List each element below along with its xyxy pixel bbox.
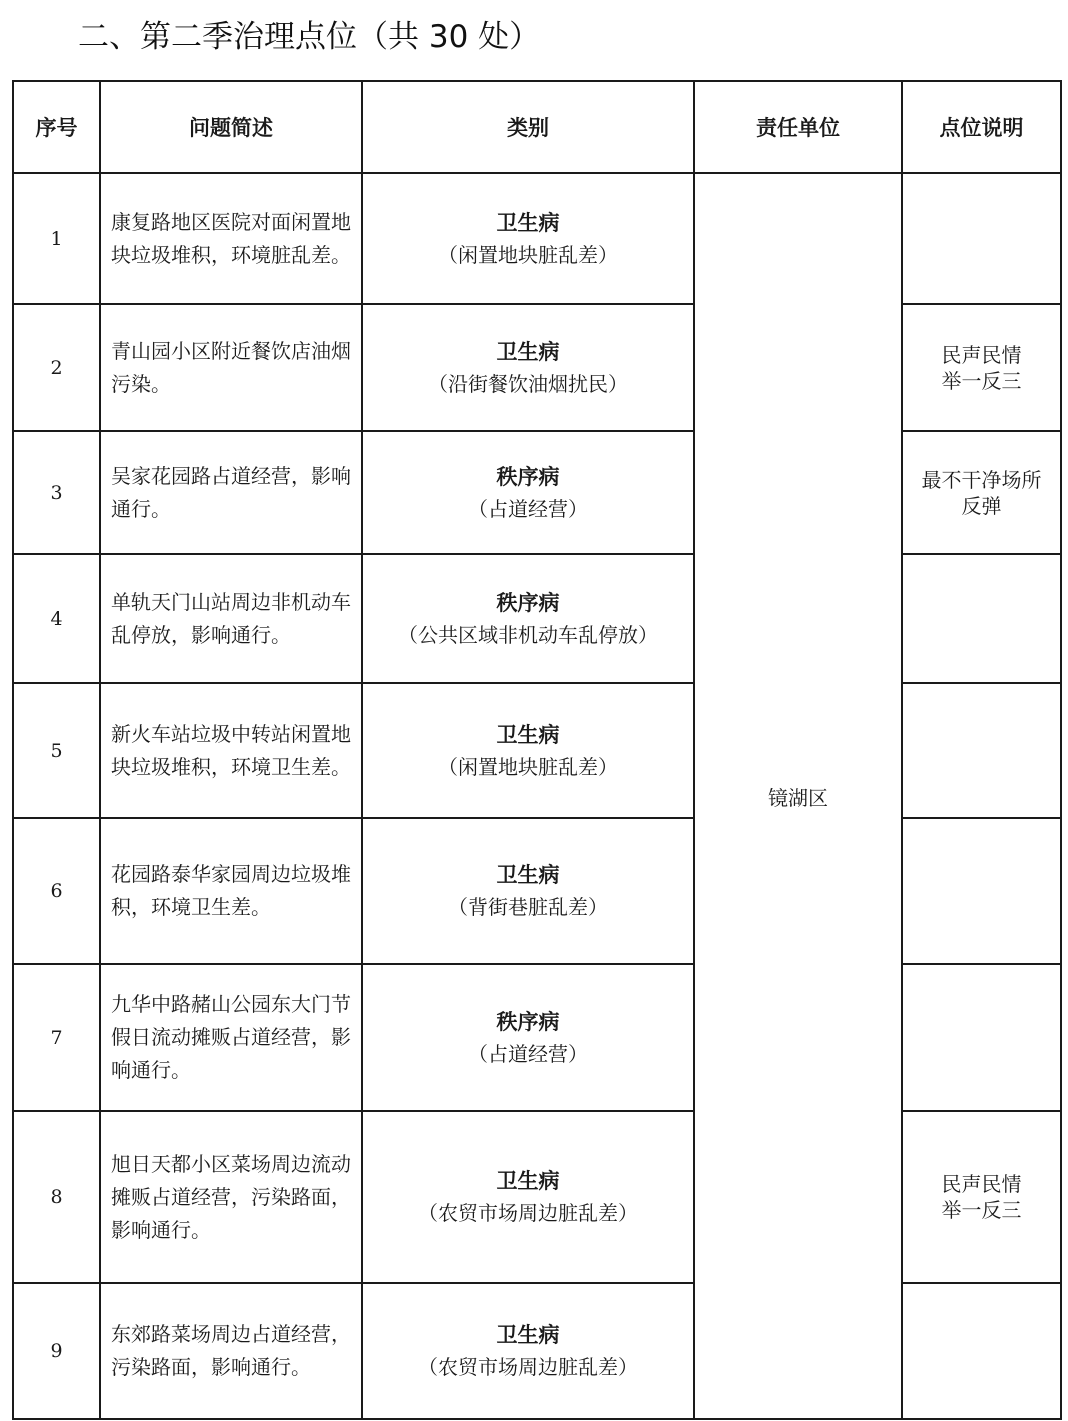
point-note-line: 民声民情 [941, 1172, 1022, 1196]
row-number: 2 [13, 304, 100, 431]
header-unit: 责任单位 [694, 81, 902, 173]
responsible-unit: 镜湖区 [694, 173, 902, 1419]
problem-description: 新火车站垃圾中转站闲置地块垃圾堆积，环境卫生差。 [100, 683, 362, 818]
page-title: 二、第二季治理点位（共 30 处） [78, 19, 541, 55]
point-note [902, 431, 1061, 554]
category-sub: （闲置地块脏乱差） [438, 242, 618, 267]
table-row [13, 1283, 1061, 1419]
table-row [13, 818, 1061, 964]
category-main: 卫生病 [496, 863, 560, 887]
category-main: 卫生病 [496, 722, 560, 747]
problem-description: 吴家花园路占道经营，影响通行。 [100, 431, 362, 554]
header-category: 类别 [362, 81, 694, 173]
point-note [902, 1283, 1061, 1419]
point-note [902, 173, 1061, 304]
point-note-line: 举一反三 [941, 1198, 1022, 1222]
header-num: 序号 [13, 81, 100, 173]
category-sub: （沿街餐饮油烟扰民） [428, 371, 628, 396]
problem-description: 康复路地区医院对面闲置地块垃圾堆积，环境脏乱差。 [100, 173, 362, 304]
category-sub: （农贸市场周边脏乱差） [418, 1201, 638, 1225]
table-header-row [13, 81, 1061, 173]
table-row [13, 173, 1061, 304]
category-main: 秩序病 [496, 590, 560, 615]
point-note [902, 964, 1061, 1111]
category-main: 秩序病 [496, 464, 560, 489]
category-main: 卫生病 [496, 1323, 560, 1347]
problem-description: 旭日天都小区菜场周边流动摊贩占道经营，污染路面，影响通行。 [100, 1111, 362, 1283]
table-row [13, 964, 1061, 1111]
category-sub: （占道经营） [468, 1041, 588, 1066]
header-note: 点位说明 [902, 81, 1061, 173]
category-main: 卫生病 [496, 210, 560, 235]
category-sub: （农贸市场周边脏乱差） [418, 1355, 638, 1379]
row-number: 6 [13, 818, 100, 964]
category-main: 秩序病 [496, 1009, 560, 1034]
category-sub: （占道经营） [468, 496, 588, 521]
point-note [902, 818, 1061, 964]
table-row [13, 683, 1061, 818]
category-cell [362, 304, 694, 431]
row-number: 1 [13, 173, 100, 304]
category-sub: （背街巷脏乱差） [448, 895, 608, 919]
category-sub: （公共区域非机动车乱停放） [398, 622, 658, 647]
row-number: 8 [13, 1111, 100, 1283]
problem-description: 单轨天门山站周边非机动车乱停放，影响通行。 [100, 554, 362, 683]
row-number: 9 [13, 1283, 100, 1419]
row-number: 5 [13, 683, 100, 818]
table-row [13, 431, 1061, 554]
category-sub: （闲置地块脏乱差） [438, 754, 618, 779]
row-number: 3 [13, 431, 100, 554]
table-row [13, 1111, 1061, 1283]
point-note [902, 304, 1061, 431]
point-note-line: 反弹 [961, 493, 1002, 518]
problem-description: 花园路泰华家园周边垃圾堆积，环境卫生差。 [100, 818, 362, 964]
governance-points-table [12, 80, 1062, 1420]
point-note [902, 554, 1061, 683]
category-cell [362, 1283, 694, 1419]
table-row [13, 554, 1061, 683]
point-note-line: 民声民情 [941, 342, 1022, 367]
problem-description: 青山园小区附近餐饮店油烟污染。 [100, 304, 362, 431]
table-row [13, 304, 1061, 431]
row-number: 7 [13, 964, 100, 1111]
point-note-line: 举一反三 [941, 368, 1022, 393]
category-cell [362, 964, 694, 1111]
problem-description: 东郊路菜场周边占道经营，污染路面，影响通行。 [100, 1283, 362, 1419]
point-note-line: 最不干净场所 [921, 467, 1042, 492]
category-main: 卫生病 [496, 1169, 560, 1193]
category-cell [362, 173, 694, 304]
header-desc: 问题简述 [100, 81, 362, 173]
point-note [902, 1111, 1061, 1283]
category-cell [362, 1111, 694, 1283]
category-cell [362, 554, 694, 683]
category-main: 卫生病 [496, 339, 560, 364]
category-cell [362, 683, 694, 818]
point-note [902, 683, 1061, 818]
row-number: 4 [13, 554, 100, 683]
table-body [13, 173, 1061, 1419]
problem-description: 九华中路赭山公园东大门节假日流动摊贩占道经营，影响通行。 [100, 964, 362, 1111]
category-cell [362, 818, 694, 964]
category-cell [362, 431, 694, 554]
